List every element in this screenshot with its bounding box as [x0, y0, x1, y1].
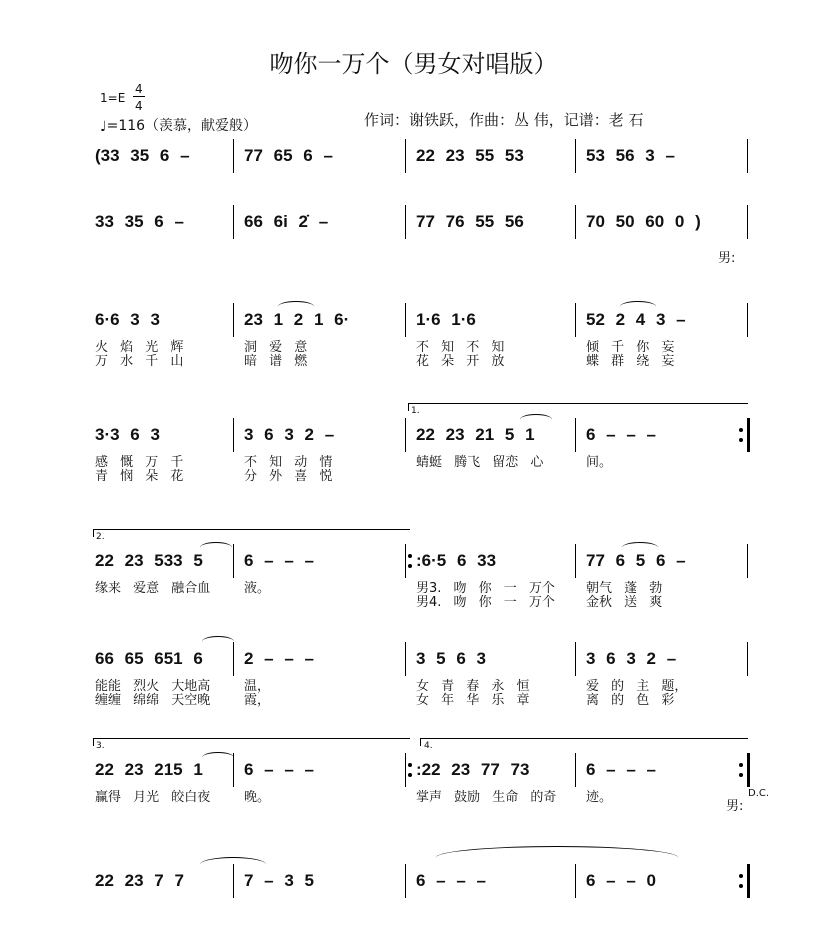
time-sig-bottom: 4 — [135, 99, 143, 113]
lyric-line: 霞， — [244, 693, 271, 708]
lyric-line: 间。 — [586, 455, 613, 470]
lyric-line: 缠缠 绵绵 天空晚 — [95, 693, 211, 708]
lyric-line: 火 焰 光 辉 — [95, 340, 184, 355]
lyric-line: 蝶 群 绕 妄 — [586, 354, 675, 369]
measure: (33 35 6 – — [95, 146, 190, 165]
measure: 22 23 215 1 — [95, 760, 203, 779]
song-title: 吻你一万个（男女对唱版） — [269, 50, 558, 78]
measure: 22 23 55 53 — [416, 146, 524, 165]
lyric-line: 男3. 吻 你 一 万个 — [416, 581, 555, 596]
slur — [278, 301, 314, 312]
measure: 66 65 651 6 — [95, 649, 203, 668]
key-signature: 1=E — [100, 91, 126, 105]
measure: 3 6 3 2 – — [586, 649, 677, 668]
lyric-line: 女 青 春 永 恒 — [416, 679, 530, 694]
volta-4-line — [420, 738, 748, 739]
repeat-dots — [739, 757, 743, 781]
volta-1-label: 1. — [411, 406, 420, 416]
measure: 6 – – – — [244, 551, 314, 570]
barline — [575, 864, 576, 898]
measure: 6 – – – — [416, 871, 486, 890]
barline — [405, 753, 406, 787]
barline — [747, 205, 748, 239]
lyric-line: 金秋 送 爽 — [586, 595, 663, 610]
lyric-line: 晚。 — [244, 790, 271, 805]
measure: 77 76 55 56 — [416, 212, 524, 231]
slur — [622, 542, 658, 553]
volta-3-tick — [93, 738, 94, 746]
measure: 22 23 7 7 — [95, 871, 184, 890]
lyric-line: 掌声 鼓励 生命 的奇 — [416, 790, 557, 805]
barline — [233, 642, 234, 676]
lyric-line: 青 悯 朵 花 — [95, 469, 184, 484]
lyric-line: 分 外 喜 悦 — [244, 469, 333, 484]
slur — [202, 636, 234, 647]
measure: 53 56 3 – — [586, 146, 675, 165]
measure: 22 23 533 5 — [95, 551, 203, 570]
barline — [575, 205, 576, 239]
lyric-line: 爱 的 主 题， — [586, 679, 688, 694]
slur — [620, 301, 656, 312]
lyric-line: 不 知 不 知 — [416, 340, 505, 355]
barline — [575, 418, 576, 452]
lyric-line: 朝气 蓬 勃 — [586, 581, 663, 596]
measure: 7 – 3 5 — [244, 871, 314, 890]
tie — [200, 857, 266, 872]
volta-3-line — [93, 738, 410, 739]
tempo-marking — [100, 119, 257, 133]
barline — [575, 753, 576, 787]
lyric-line: 女 年 华 乐 章 — [416, 693, 530, 708]
measure: 1·6 1·6 — [416, 310, 476, 329]
barline — [405, 139, 406, 173]
barline — [405, 303, 406, 337]
measure: 23 1 2 1 6· — [244, 310, 350, 329]
lyric-line: 离 的 色 彩 — [586, 693, 675, 708]
quarter-note-icon: ♩ — [100, 119, 107, 135]
lyric-line: 暗 谱 燃 — [244, 354, 308, 369]
measure: :22 23 77 73 — [416, 760, 530, 779]
measure: 77 6 5 6 – — [586, 551, 686, 570]
lyric-line: 不 知 动 情 — [244, 455, 333, 470]
barline — [747, 753, 750, 787]
volta-1-tick — [408, 403, 409, 411]
time-sig-line — [133, 96, 145, 97]
repeat-dots — [408, 757, 412, 781]
barline — [233, 139, 234, 173]
barline — [747, 642, 748, 676]
volta-2-tick — [93, 529, 94, 537]
time-sig-top: 4 — [135, 82, 143, 96]
lyric-line: 万 水 千 山 — [95, 354, 184, 369]
voice-label-male: 男: — [718, 251, 736, 266]
measure: 6 – – – — [586, 425, 656, 444]
tempo-text: =116（羡慕，献爱般） — [106, 118, 258, 134]
measure: 3·3 6 3 — [95, 425, 160, 444]
repeat-dots — [739, 422, 743, 446]
repeat-dots — [739, 868, 743, 892]
voice-label-male-2: 男: — [726, 799, 744, 814]
barline — [233, 544, 234, 578]
volta-3-label: 3. — [96, 741, 105, 751]
barline — [747, 139, 748, 173]
barline — [575, 139, 576, 173]
lyric-line: 花 朵 开 放 — [416, 354, 505, 369]
barline — [233, 205, 234, 239]
barline — [233, 418, 234, 452]
lyric-line: 迹。 — [586, 790, 613, 805]
measure: 33 35 6 – — [95, 212, 184, 231]
measure: 6 – – – — [586, 760, 656, 779]
barline — [233, 303, 234, 337]
measure: 6 – – – — [244, 760, 314, 779]
volta-2-label: 2. — [96, 532, 105, 542]
lyric-line: 赢得 月光 皎白夜 — [95, 790, 211, 805]
slur — [202, 752, 234, 763]
measure: 3 5 6 3 — [416, 649, 486, 668]
lyric-line: 倾 千 你 妄 — [586, 340, 675, 355]
tie-long — [436, 846, 678, 869]
credits: 作词：谢铁跃，作曲：丛 伟，记谱：老 石 — [364, 111, 644, 129]
lyric-line: 蜻蜓 腾飞 留恋 心 — [416, 455, 544, 470]
measure: :6·5 6 33 — [416, 551, 497, 570]
barline — [575, 544, 576, 578]
slur — [520, 414, 552, 425]
measure: 3 6 3 2 – — [244, 425, 335, 444]
measure: 70 50 60 0 ) — [586, 212, 701, 231]
barline — [575, 642, 576, 676]
barline — [405, 544, 406, 578]
measure: 66 6i 2̇ – — [244, 212, 329, 231]
dc-marking: D.C. — [748, 788, 770, 799]
lyric-line: 洞 爱 意 — [244, 340, 308, 355]
repeat-dots — [408, 548, 412, 572]
barline — [747, 303, 748, 337]
barline — [747, 418, 750, 452]
lyric-line: 缘来 爱意 融合血 — [95, 581, 211, 596]
lyric-line: 男4. 吻 你 一 万个 — [416, 595, 555, 610]
measure: 52 2 4 3 – — [586, 310, 686, 329]
barline — [747, 544, 748, 578]
slur — [200, 542, 232, 553]
volta-4-tick — [420, 738, 421, 746]
measure: 6 – – 0 — [586, 871, 656, 890]
lyric-line: 感 慨 万 千 — [95, 455, 184, 470]
barline — [575, 303, 576, 337]
barline — [747, 864, 750, 898]
volta-4-label: 4. — [424, 741, 433, 751]
measure: 77 65 6 – — [244, 146, 333, 165]
measure: 22 23 21 5 1 — [416, 425, 535, 444]
barline — [405, 864, 406, 898]
barline — [405, 205, 406, 239]
measure: 6·6 3 3 — [95, 310, 160, 329]
lyric-line: 能能 烈火 大地高 — [95, 679, 211, 694]
lyric-line: 液。 — [244, 581, 271, 596]
barline — [405, 418, 406, 452]
volta-1-line — [408, 403, 748, 404]
measure: 2 – – – — [244, 649, 314, 668]
barline — [405, 642, 406, 676]
volta-2-line — [93, 529, 410, 530]
lyric-line: 温， — [244, 679, 271, 694]
